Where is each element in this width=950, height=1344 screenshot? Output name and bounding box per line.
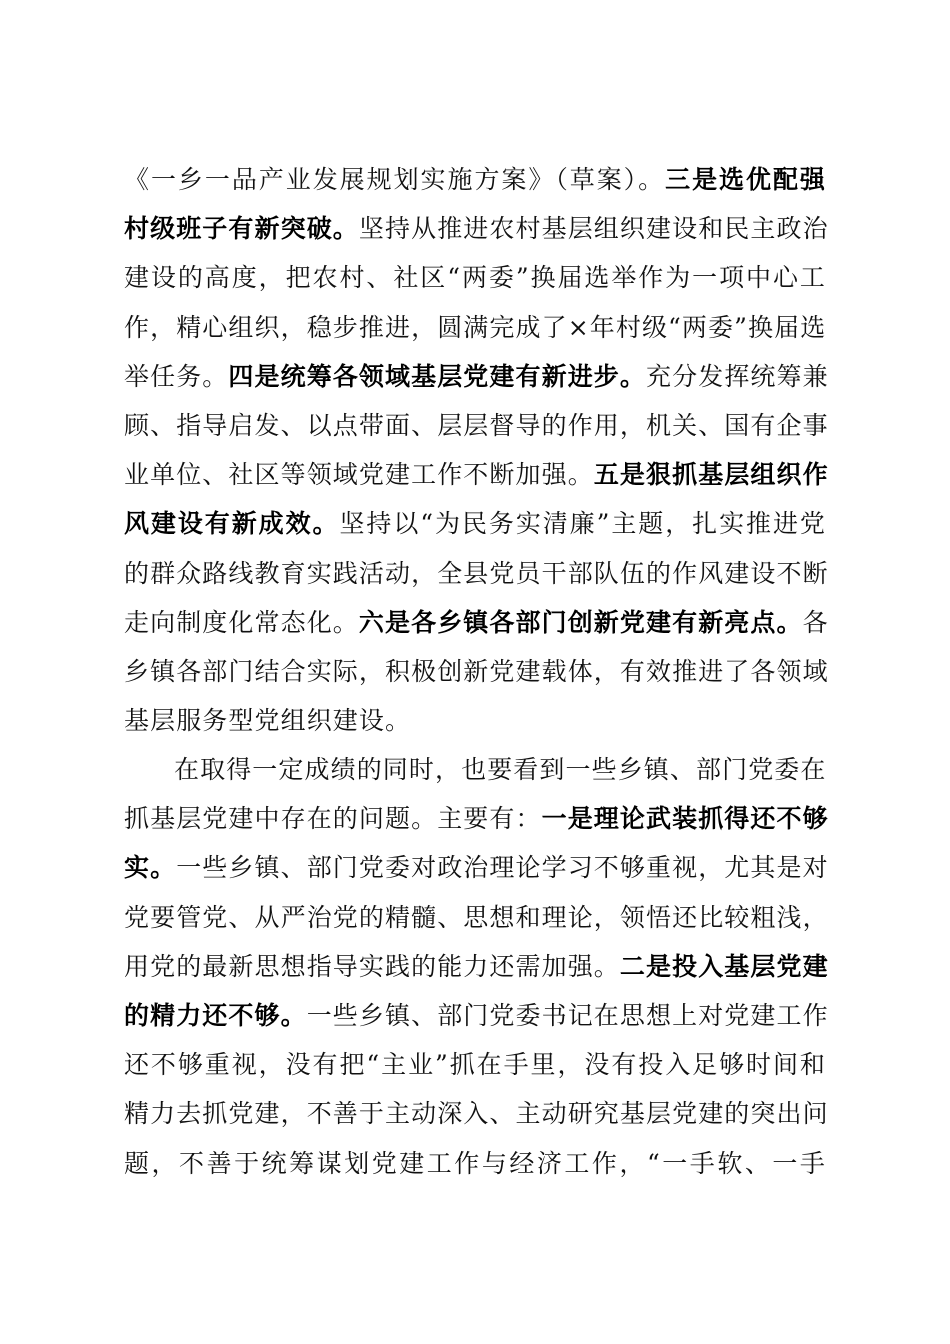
text-line: 抓基层党建中存在的问题。主要有：一是理论武装抓得还不够 [124, 804, 829, 834]
text-line: 村级班子有新突破。坚持从推进农村基层组织建设和民主政治 [124, 214, 829, 244]
paragraph-problems [124, 745, 829, 1188]
text-line: 在取得一定成绩的同时，也要看到一些乡镇、部门党委在 [174, 755, 827, 784]
text-line: 基层服务型党组织建设。 [124, 706, 412, 736]
text-line: 还不够重视，没有把“主业”抓在手里，没有投入足够时间和 [124, 1050, 826, 1080]
text-line: 顾、指导启发、以点带面、层层督导的作用，机关、国有企事 [124, 410, 829, 440]
bold-heading: 二是投入基层党建 [619, 951, 829, 981]
bold-heading: 四是统筹各领域基层党建有新进步。 [228, 361, 647, 391]
text-line: 建设的高度，把农村、社区“两委”换届选举作为一项中心工 [124, 263, 826, 293]
text-line: 风建设有新成效。坚持以“为民务实清廉”主题，扎实推进党 [124, 509, 826, 539]
text-line: 党要管党、从严治党的精髓、思想和理论，领悟还比较粗浅， [124, 902, 829, 932]
bold-heading: 六是各乡镇各部门创新党建有新亮点。 [358, 607, 803, 637]
text-line: 题，不善于统筹谋划党建工作与经济工作，“一手软、一手 [124, 1148, 826, 1178]
bold-heading: 五是狠抓基层组织作 [593, 460, 829, 490]
bold-heading: 一是理论武装抓得还不够 [541, 804, 829, 834]
paragraph-achievements [124, 155, 829, 745]
bold-heading: 实。 [124, 853, 177, 883]
bold-heading: 村级班子有新突破。 [124, 214, 359, 244]
text-line: 《一乡一品产业发展规划实施方案》（草案）。三是选优配强 [124, 165, 826, 194]
text-line: 精力去抓党建，不善于主动深入、主动研究基层党建的突出问 [124, 1099, 829, 1129]
text-line: 实。一些乡镇、部门党委对政治理论学习不够重视，尤其是对 [124, 853, 829, 883]
bold-heading: 三是选优配强 [665, 165, 826, 194]
text-line: 的精力还不够。一些乡镇、部门党委书记在思想上对党建工作 [124, 1000, 829, 1030]
text-line: 乡镇各部门结合实际，积极创新党建载体，有效推进了各领域 [124, 656, 829, 686]
text-line: 业单位、社区等领域党建工作不断加强。五是狠抓基层组织作 [124, 460, 829, 490]
text-line: 作，精心组织，稳步推进，圆满完成了×年村级“两委”换届选 [124, 312, 827, 342]
bold-heading: 风建设有新成效。 [124, 509, 340, 539]
text-line: 走向制度化常态化。六是各乡镇各部门创新党建有新亮点。各 [124, 607, 829, 637]
text-line: 的群众路线教育实践活动，全县党员干部队伍的作风建设不断 [124, 558, 829, 588]
text-line: 用党的最新思想指导实践的能力还需加强。二是投入基层党建 [124, 951, 829, 981]
bold-heading: 的精力还不够。 [124, 1000, 307, 1030]
text-line: 举任务。四是统筹各领域基层党建有新进步。充分发挥统筹兼 [124, 361, 829, 391]
